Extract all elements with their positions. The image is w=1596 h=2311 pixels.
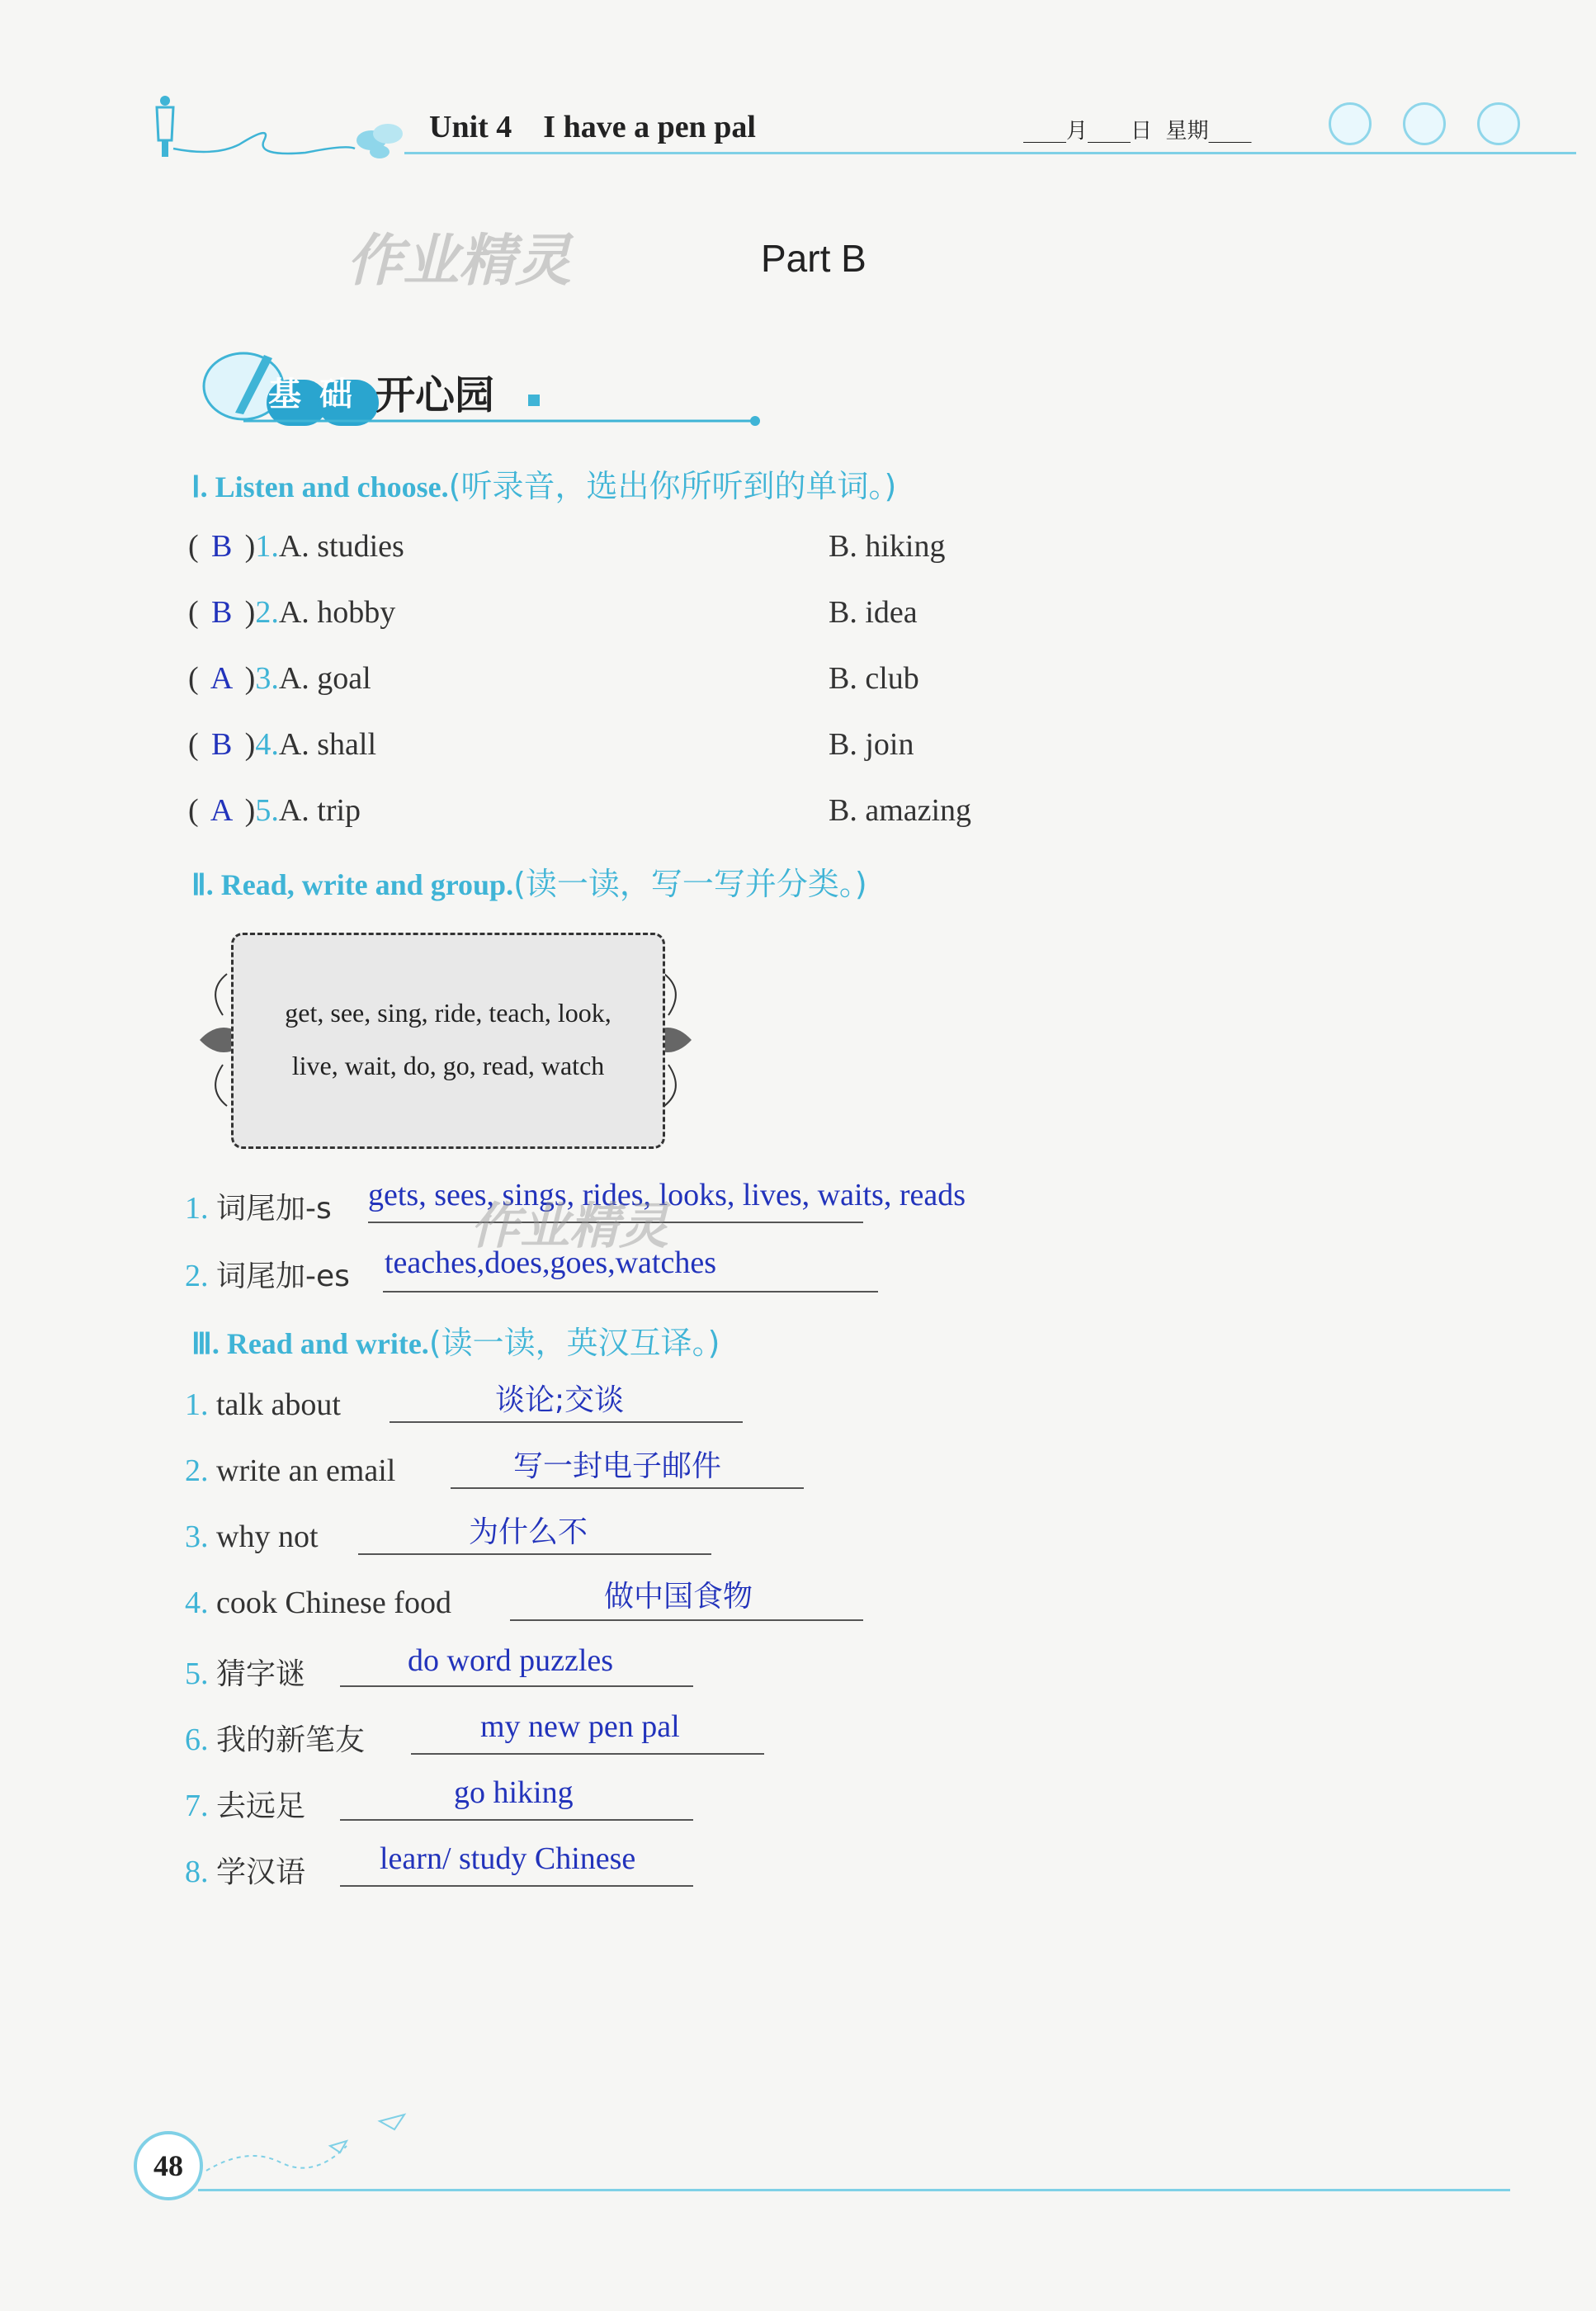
item-prompt: 猜字谜: [216, 1657, 306, 1691]
option-a: A. hobby: [278, 595, 396, 630]
bird-decoration: [198, 2096, 429, 2187]
item-number: 2.: [185, 1453, 209, 1488]
question-number: 4.: [255, 727, 279, 762]
translate-item: [185, 1519, 319, 1555]
answer-text: go hiking: [454, 1775, 574, 1810]
answer-letter: B: [210, 529, 233, 564]
answer-letter: B: [210, 727, 233, 762]
question-number: 5.: [255, 793, 279, 828]
option-b: B. amazing: [829, 793, 972, 828]
section1-heading: [191, 461, 896, 506]
answer-letter: A: [210, 661, 234, 696]
item-number: 1.: [185, 1191, 209, 1226]
option-a: A. studies: [278, 529, 404, 564]
question-row: ( A )3.A. goal: [188, 661, 371, 696]
word-box: [231, 933, 665, 1149]
answer-underline: [340, 1819, 693, 1821]
answer-underline: [510, 1619, 863, 1621]
section1-heading-cn: (听录音，选出你所听到的单词。): [448, 468, 897, 504]
translate-item: [185, 1783, 305, 1825]
smiley-icon: [1329, 102, 1372, 145]
item-number: 7.: [185, 1789, 209, 1823]
answer-letter: A: [210, 793, 234, 828]
item-number: 6.: [185, 1723, 209, 1757]
footer-divider: [198, 2189, 1510, 2191]
smiley-icon: [1477, 102, 1520, 145]
item-number: 1.: [185, 1387, 209, 1422]
watermark: 作业精灵: [470, 1198, 668, 1255]
question-row: ( A )5.A. trip: [188, 793, 361, 828]
word-box-line1: get, see, sing, ride, teach, look,: [285, 998, 611, 1028]
translate-item: [185, 1387, 341, 1423]
section3-heading-cn: (读一读，英汉互译。): [428, 1325, 720, 1361]
banner-badge: 基础: [268, 376, 371, 414]
lamp-butterfly-decoration: [140, 83, 413, 165]
question-number: 3.: [255, 661, 279, 696]
translate-item: [185, 1651, 305, 1693]
option-b: B. hiking: [829, 529, 946, 564]
question-row: ( B )1.A. studies: [188, 529, 404, 564]
translate-item: [185, 1717, 365, 1759]
group-item: [185, 1253, 350, 1295]
answer-text: do word puzzles: [408, 1643, 614, 1678]
item-number: 2.: [185, 1259, 209, 1293]
option-a: A. goal: [278, 661, 371, 696]
item-number: 4.: [185, 1586, 209, 1620]
answer-letter: B: [210, 595, 233, 630]
option-a: A. shall: [278, 727, 377, 762]
item-prompt: cook Chinese food: [216, 1586, 451, 1620]
page-number: 48: [134, 2131, 203, 2200]
answer-text: 为什么不: [469, 1515, 588, 1549]
item-prompt: 去远足: [216, 1789, 306, 1823]
answer-text: teaches,does,goes,watches: [385, 1245, 717, 1280]
section2-heading-cn: (读一读，写一写并分类。): [513, 866, 867, 902]
question-row: ( B )4.A. shall: [188, 727, 377, 762]
translate-item: [185, 1585, 451, 1621]
question-number: 1.: [255, 529, 279, 564]
item-prompt: talk about: [216, 1387, 341, 1422]
item-number: 5.: [185, 1656, 209, 1691]
translate-item: [185, 1453, 395, 1489]
item-label: 词尾加-s: [216, 1192, 332, 1226]
question-row: ( B )2.A. hobby: [188, 595, 396, 630]
option-b: B. join: [829, 727, 914, 762]
part-title: Part B: [761, 237, 866, 280]
section2-heading-en: Ⅱ. Read, write and group.: [191, 868, 514, 901]
date-line: ____月____日 星期____: [1023, 119, 1252, 144]
answer-text: 谈论;交谈: [495, 1383, 625, 1417]
item-prompt: 学汉语: [216, 1855, 306, 1889]
item-prompt: 我的新笔友: [216, 1723, 366, 1757]
watermark: 作业精灵: [347, 229, 572, 294]
answer-underline: [358, 1553, 711, 1555]
group-item: [185, 1185, 332, 1227]
section1-heading-en: Ⅰ. Listen and choose.: [191, 470, 449, 503]
answer-underline: [340, 1885, 693, 1887]
word-box-line2: live, wait, do, go, read, watch: [291, 1051, 605, 1080]
section2-heading: [191, 858, 867, 904]
answer-text: gets, sees, sings, rides, looks, lives, waits, reads: [368, 1178, 966, 1212]
unit-title: Unit 4 I have a pen pal: [429, 110, 756, 144]
item-prompt: why not: [216, 1519, 319, 1554]
answer-underline: [340, 1685, 693, 1687]
option-b: B. idea: [829, 595, 918, 630]
option-b: B. club: [829, 661, 919, 696]
header-divider: [404, 152, 1576, 154]
answer-text: 做中国食物: [604, 1580, 753, 1614]
answer-underline: [390, 1421, 743, 1423]
answer-text: 写一封电子邮件: [513, 1449, 722, 1483]
answer-underline: [383, 1291, 878, 1293]
answer-text: learn/ study Chinese: [380, 1841, 636, 1876]
question-number: 2.: [255, 595, 279, 630]
section3-heading-en: Ⅲ. Read and write.: [191, 1327, 429, 1360]
item-prompt: write an email: [216, 1453, 396, 1488]
banner-title: 开心园: [375, 372, 495, 418]
answer-text: my new pen pal: [480, 1709, 680, 1744]
smiley-icon: [1403, 102, 1446, 145]
answer-underline: [411, 1753, 764, 1755]
answer-underline: [451, 1487, 804, 1489]
item-label: 词尾加-es: [216, 1259, 350, 1293]
section3-heading: [191, 1317, 720, 1363]
item-number: 3.: [185, 1519, 209, 1554]
translate-item: [185, 1849, 305, 1891]
item-number: 8.: [185, 1855, 209, 1889]
option-a: A. trip: [278, 793, 361, 828]
